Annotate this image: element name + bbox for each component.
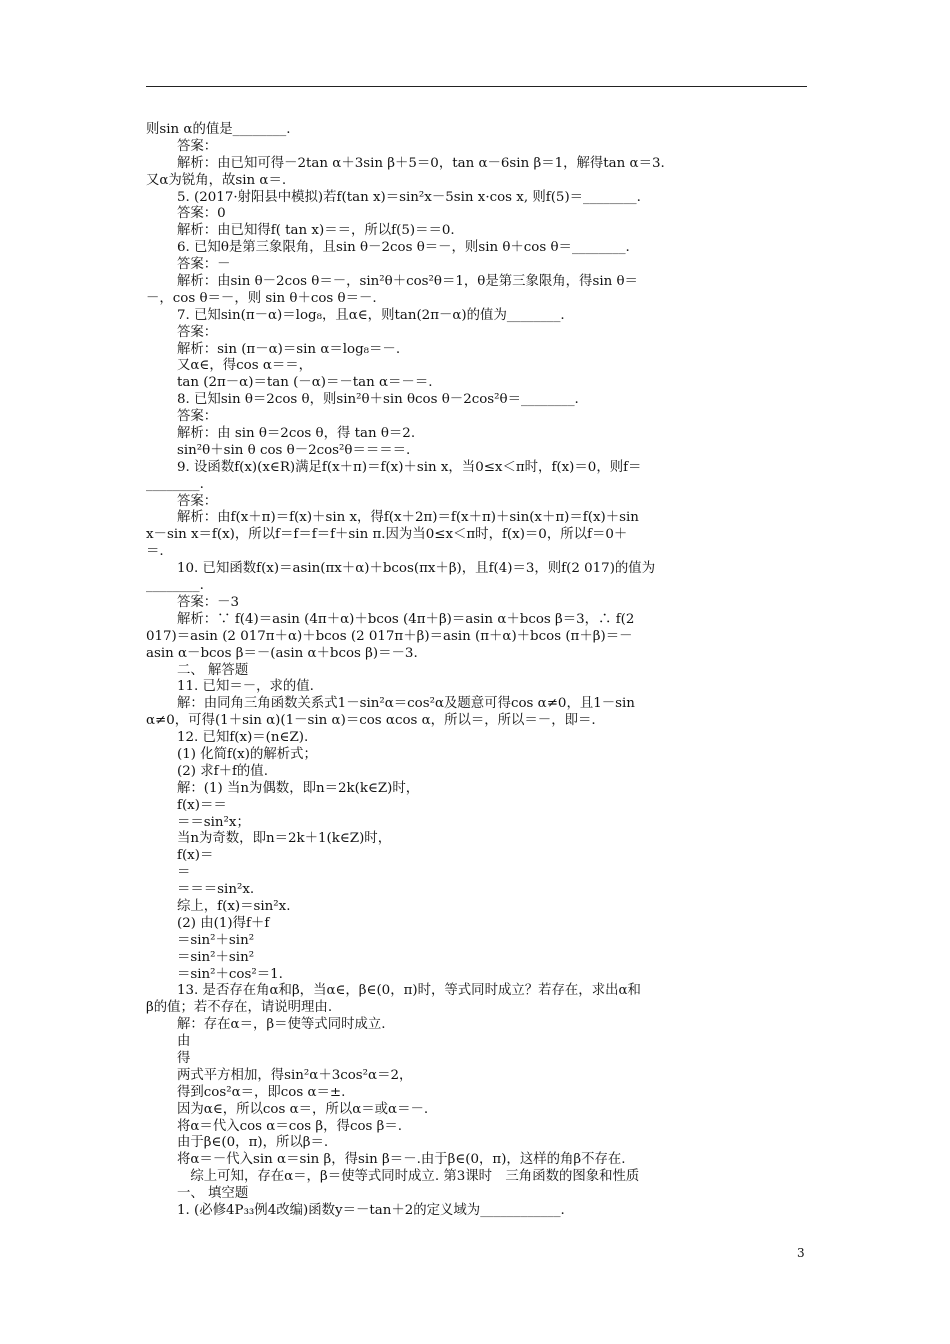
text-line: 11. 已知＝－，求的值. bbox=[177, 679, 314, 695]
text-line: (2) 求f＋f的值. bbox=[177, 763, 268, 779]
text-line: 答案： bbox=[177, 138, 218, 154]
text-line: 答案：－ bbox=[177, 257, 231, 273]
text-line: 解析：∵ f(4)＝asin (4π＋α)＋bcos (4π＋β)＝asin α＋bcos β＝3，∴ f(2 bbox=[177, 611, 635, 627]
text-line: f(x)＝＝ bbox=[177, 797, 227, 813]
text-line: ＝sin²＋sin² bbox=[177, 932, 255, 948]
text-line: 017)＝asin (2 017π＋α)＋bcos (2 017π＋β)＝asin (π＋α)＋bcos (π＋β)＝－ bbox=[146, 628, 633, 644]
text-line: asin α－bcos β＝－(asin α＋bcos β)＝－3. bbox=[146, 645, 418, 661]
text-line: 综上可知，存在α＝，β＝使等式同时成立. 第3课时 三角函数的图象和性质 bbox=[177, 1169, 640, 1185]
text-line: 7. 已知sin(π－α)＝log₈，且α∈，则tan(2π－α)的值为________. bbox=[177, 307, 565, 323]
text-line: 6. 已知θ是第三象限角，且sin θ－2cos θ＝－，则sin θ＋cos θ＝________. bbox=[177, 240, 630, 256]
text-line: ＝ bbox=[177, 865, 191, 881]
text-line: 由于β∈(0，π)，所以β＝. bbox=[177, 1135, 329, 1151]
document-body bbox=[146, 122, 808, 1220]
text-line: 解析：由sin θ－2cos θ＝－，sin²θ＋cos²θ＝1，θ是第三象限角，得sin θ＝ bbox=[177, 274, 638, 290]
text-line: 又α为锐角，故sin α＝. bbox=[146, 172, 287, 188]
text-line: 解：(1) 当n为偶数，即n＝2k(k∈Z)时， bbox=[177, 780, 420, 796]
text-line: ＝sin²＋sin² bbox=[177, 949, 255, 965]
text-line: sin²θ＋sin θ cos θ－2cos²θ＝＝＝＝. bbox=[177, 442, 411, 458]
text-line: tan (2π－α)＝tan (－α)＝－tan α＝－＝. bbox=[177, 375, 433, 391]
text-line: 一、 填空题 bbox=[177, 1186, 249, 1202]
text-line: x－sin x＝f(x)，所以f＝f＝f＝f＋sin π.因为当0≤x＜π时，f(x)＝0，所以f＝0＋ bbox=[146, 527, 628, 543]
text-line: 解：由同角三角函数关系式1－sin²α＝cos²α及题意可得cos α≠0，且1－sin bbox=[177, 696, 635, 712]
text-line: α≠0，可得(1＋sin α)(1－sin α)＝cos αcos α，所以＝，所以＝－，即＝. bbox=[146, 713, 596, 729]
text-line: 二、 解答题 bbox=[177, 662, 249, 678]
text-line: 8. 已知sin θ＝2cos θ，则sin²θ＋sin θcos θ－2cos²θ＝________. bbox=[177, 392, 579, 408]
text-line: 答案： bbox=[177, 409, 218, 425]
text-line: 解：存在α＝，β＝使等式同时成立. bbox=[177, 1017, 386, 1033]
text-line: 得 bbox=[177, 1050, 191, 1066]
text-line: ________. bbox=[146, 476, 204, 492]
page-number: 3 bbox=[797, 1246, 805, 1260]
text-line: ________. bbox=[146, 578, 204, 594]
text-line: 1. (必修4P₃₃例4改编)函数y＝－tan＋2的定义域为____________. bbox=[177, 1203, 565, 1218]
text-line: 解析：sin (π－α)＝sin α＝log₈＝－. bbox=[177, 341, 401, 357]
text-line: 答案： bbox=[177, 324, 218, 340]
text-line: 答案：0 bbox=[177, 206, 226, 222]
text-line: 5. (2017·射阳县中模拟)若f(tan x)＝sin²x－5sin x·cos x, 则f(5)＝________. bbox=[177, 189, 641, 205]
text-line: 解析：由已知得f( tan x)＝＝，所以f(5)＝＝0. bbox=[177, 223, 455, 239]
text-line: 13. 是否存在角α和β，当α∈，β∈(0，π)时，等式同时成立？若存在，求出α和 bbox=[177, 983, 641, 999]
text-line: 当n为奇数，即n＝2k＋1(k∈Z)时， bbox=[177, 831, 392, 847]
text-line: 因为α∈，所以cos α＝，所以α＝或α＝－. bbox=[177, 1101, 429, 1117]
text-line: ＝. bbox=[146, 544, 164, 560]
text-line: 解析：由f(x＋π)＝f(x)＋sin x，得f(x＋2π)＝f(x＋π)＋sin(x＋π)＝f(x)＋sin bbox=[177, 510, 639, 526]
text-line: 将α＝代入cos α＝cos β，得cos β＝. bbox=[177, 1118, 403, 1134]
text-line: 9. 设函数f(x)(x∈R)满足f(x＋π)＝f(x)＋sin x，当0≤x＜π时，f(x)＝0，则f＝ bbox=[177, 459, 642, 475]
text-line: 综上，f(x)＝sin²x. bbox=[177, 898, 291, 914]
header-rule bbox=[146, 86, 807, 87]
text-line: 答案： bbox=[177, 493, 218, 509]
text-line: ＝sin²＋cos²＝1. bbox=[177, 966, 283, 982]
text-line: (1) 化简f(x)的解析式； bbox=[177, 746, 317, 762]
text-line: 解析：由 sin θ＝2cos θ，得 tan θ＝2. bbox=[177, 426, 416, 442]
text-line: f(x)＝ bbox=[177, 848, 214, 864]
text-line: 又α∈，得cos α＝＝， bbox=[177, 358, 313, 374]
text-line: 将α＝－代入sin α＝sin β，得sin β＝－.由于β∈(0，π)，这样的角β不存在. bbox=[177, 1152, 626, 1168]
text-line: 答案：－3 bbox=[177, 594, 240, 610]
text-line: －，cos θ＝－，则 sin θ＋cos θ＝－. bbox=[146, 290, 377, 306]
text-line: β的值；若不存在，请说明理由. bbox=[146, 1000, 333, 1016]
text-line: 得到cos²α＝，即cos α＝±. bbox=[177, 1084, 346, 1100]
text-line: 10. 已知函数f(x)＝asin(πx＋α)＋bcos(πx＋β)，且f(4)＝3，则f(2 017)的值为 bbox=[177, 561, 656, 577]
text-line: ＝＝＝sin²x. bbox=[177, 882, 255, 898]
text-line: 解析：由已知可得－2tan α＋3sin β＋5＝0，tan α－6sin β＝1，解得tan α＝3. bbox=[177, 155, 665, 171]
text-line: 则sin α的值是________. bbox=[146, 122, 291, 137]
text-line: ＝＝sin²x； bbox=[177, 814, 250, 830]
text-line: 两式平方相加，得sin²α＋3cos²α＝2， bbox=[177, 1067, 413, 1083]
text-line: (2) 由(1)得f＋f bbox=[177, 915, 270, 931]
text-line: 12. 已知f(x)＝(n∈Z). bbox=[177, 730, 309, 746]
text-line: 由 bbox=[177, 1034, 191, 1050]
